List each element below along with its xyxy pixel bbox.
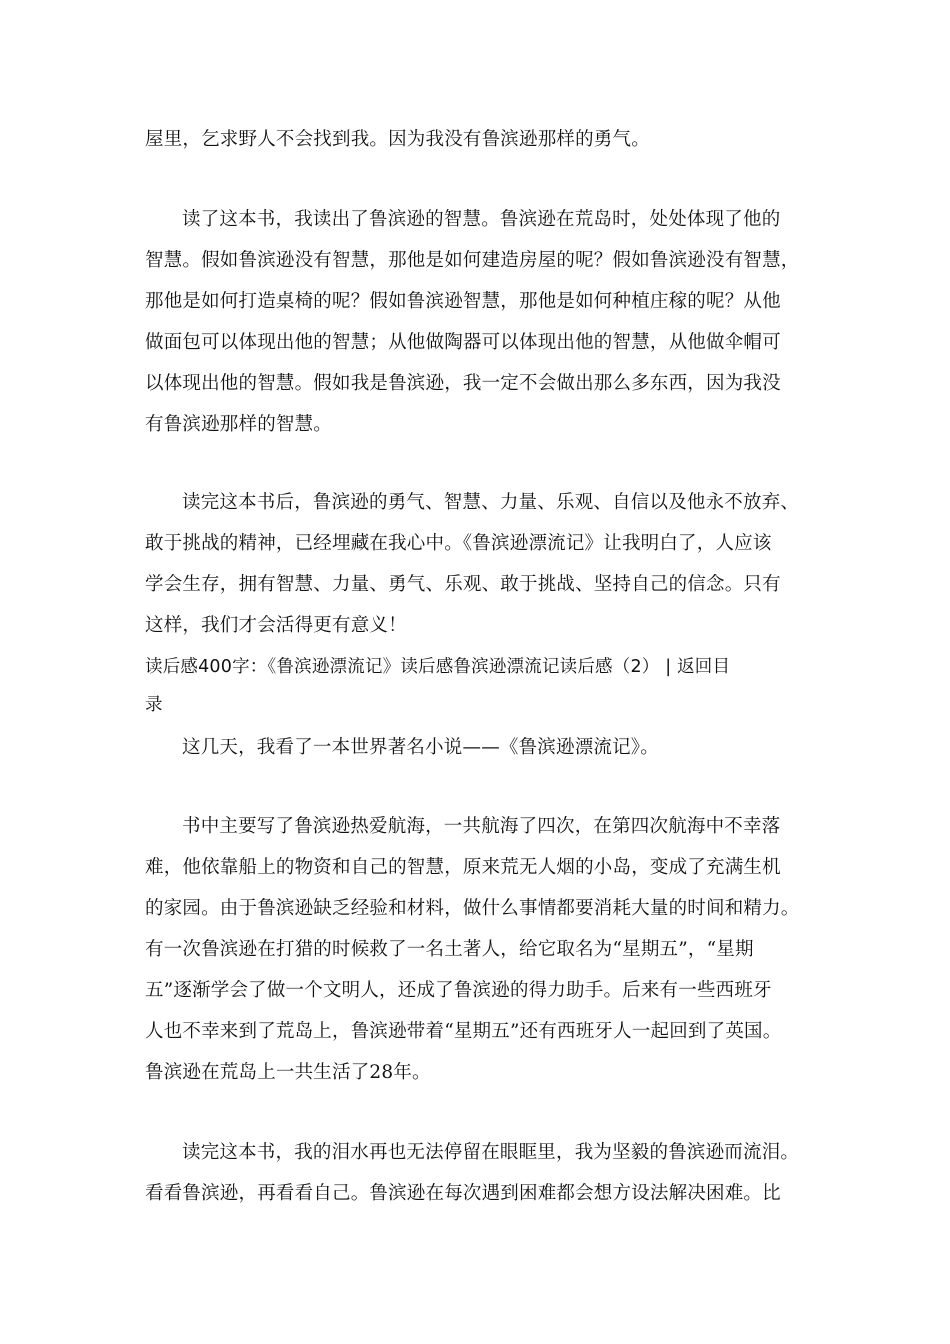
paragraph-line: 难，他依靠船上的物资和自己的智慧，原来荒无人烟的小岛，变成了充满生机 — [145, 857, 781, 878]
paragraph-line: 这几天，我看了一本世界著名小说——《鲁滨逊漂流记》。 — [182, 737, 659, 758]
paragraph-line: 读了这本书，我读出了鲁滨逊的智慧。鲁滨逊在荒岛时，处处体现了他的 — [182, 209, 781, 230]
paragraph-line: 敢于挑战的精神，已经埋藏在我心中。《鲁滨逊漂流记》让我明白了，人应该 — [145, 533, 772, 554]
paragraph-line: 看看鲁滨逊，再看看自己。鲁滨逊在每次遇到困难都会想方设法解决困难。比 — [145, 1183, 781, 1204]
paragraph-line: 人也不幸来到了荒岛上，鲁滨逊带着“星期五”还有西班牙人一起回到了英国。 — [145, 1021, 782, 1042]
paragraph-line: 屋里，乞求野人不会找到我。因为我没有鲁滨逊那样的勇气。 — [145, 129, 650, 150]
paragraph-line: 读完这本书后，鲁滨逊的勇气、智慧、力量、乐观、自信以及他永不放弃、 — [182, 492, 800, 513]
paragraph-line: 智慧。假如鲁滨逊没有智慧，那他是如何建造房屋的呢？假如鲁滨逊没有智慧， — [145, 250, 800, 271]
paragraph-line: 以体现出他的智慧。假如我是鲁滨逊，我一定不会做出那么多东西，因为我没 — [145, 373, 781, 394]
section-heading-link[interactable]: 录 — [145, 695, 163, 715]
paragraph-line: 学会生存，拥有智慧、力量、勇气、乐观、敢于挑战、坚持自己的信念。只有 — [145, 574, 781, 595]
paragraph-line: 五”逐渐学会了做一个文明人，还成了鲁滨逊的得力助手。后来有一些西班牙 — [145, 980, 772, 1001]
paragraph-line: 书中主要写了鲁滨逊热爱航海，一共航海了四次，在第四次航海中不幸落 — [182, 816, 781, 837]
paragraph-line: 读完这本书，我的泪水再也无法停留在眼眶里，我为坚毅的鲁滨逊而流泪。 — [182, 1142, 800, 1163]
paragraph-line: 有鲁滨逊那样的智慧。 — [145, 414, 333, 435]
section-heading-link[interactable]: 读后感400字：《鲁滨逊漂流记》读后感鲁滨逊漂流记读后感（2） | 返回目 — [145, 657, 731, 677]
paragraph-line: 做面包可以体现出他的智慧；从他做陶器可以体现出他的智慧，从他做伞帽可 — [145, 332, 781, 353]
paragraph-line: 的家园。由于鲁滨逊缺乏经验和材料，做什么事情都要消耗大量的时间和精力。 — [145, 898, 800, 919]
paragraph-line: 那他是如何打造桌椅的呢？假如鲁滨逊智慧，那他是如何种植庄稼的呢？从他 — [145, 291, 781, 312]
paragraph-line: 有一次鲁滨逊在打猎的时候救了一名土著人，给它取名为“星期五”，“星期 — [145, 939, 754, 960]
paragraph-line: 这样，我们才会活得更有意义！ — [145, 615, 407, 636]
paragraph-line: 鲁滨逊在荒岛上一共生活了28年。 — [145, 1062, 431, 1083]
